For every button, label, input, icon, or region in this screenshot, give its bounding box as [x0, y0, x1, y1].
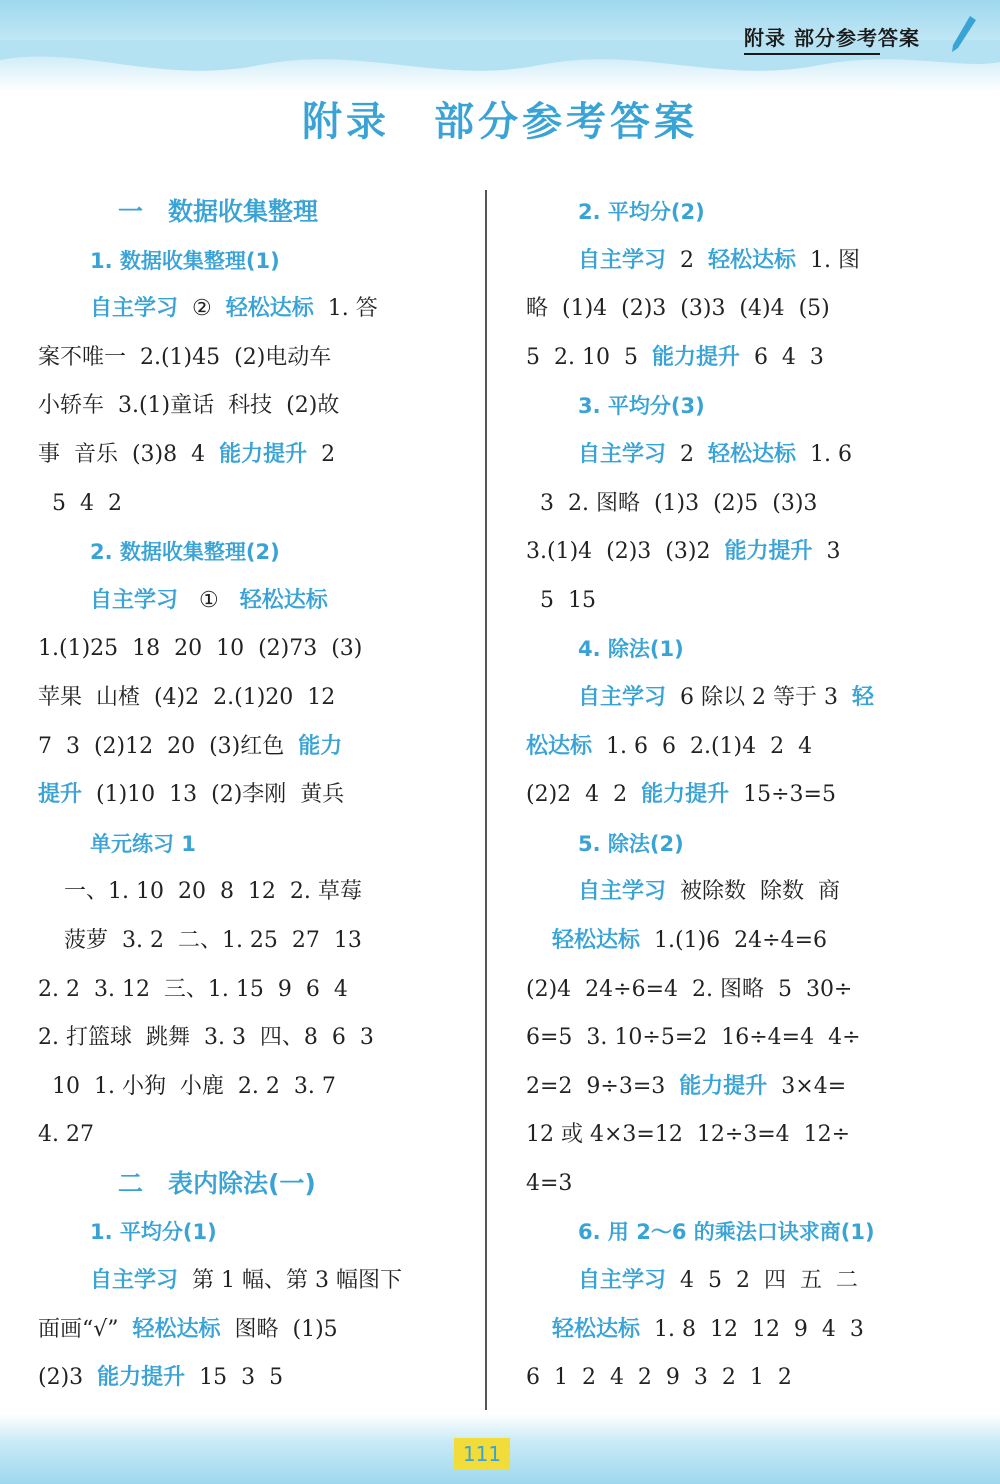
answer-line [38, 1354, 438, 1403]
lesson-title: 3. 平均分(3) [578, 394, 705, 419]
answer-text: 1. 图 [796, 247, 860, 273]
page-number: 111 [454, 1438, 510, 1470]
answer-text: 4 5 2 四 五 二 [666, 1268, 858, 1294]
lesson-title: 1. 数据收集整理(1) [90, 248, 280, 273]
section-heading-1: 一 数据收集整理 [118, 197, 319, 226]
keyword-label: 能力提升 [724, 539, 813, 565]
answer-text: 图略 (1)5 [220, 1316, 338, 1342]
answer-line [526, 431, 926, 480]
answer-line [526, 1257, 926, 1306]
page-title [0, 90, 1000, 147]
keyword-label: 自主学习 [578, 684, 667, 710]
answer-line [38, 1306, 438, 1355]
answer-text: 面画“√” [38, 1316, 133, 1342]
answer-line [526, 771, 926, 820]
answer-line: 6 1 2 4 2 9 3 2 1 2 [526, 1365, 792, 1391]
answer-text: ② [178, 296, 226, 322]
keyword-label: 自主学习 [578, 441, 667, 467]
answer-line [526, 1063, 926, 1112]
lesson-title: 1. 平均分(1) [90, 1220, 217, 1245]
keyword-label: 轻松达标 [132, 1316, 221, 1342]
answer-line [526, 237, 926, 286]
keyword-label: 轻松达标 [552, 1316, 641, 1342]
keyword-label: 轻松达标 [239, 587, 328, 613]
lesson-title: 6. 用 2～6 的乘法口诀求商(1) [578, 1220, 875, 1245]
keyword-label: 自主学习 [90, 296, 179, 322]
header-tag-text: 附录 部分参考答案 [744, 26, 920, 50]
answer-text: 2=2 9÷3=3 [526, 1073, 680, 1099]
answer-line [526, 917, 926, 966]
answer-line: 案不唯一 2.(1)45 (2)电动车 [38, 344, 332, 370]
answer-text: 1. 6 6 2.(1)4 2 4 [592, 733, 813, 759]
answer-text: 5 2. 10 5 [526, 344, 652, 370]
answer-text: ① [178, 587, 240, 613]
keyword-label: 自主学习 [578, 879, 667, 905]
keyword-label: 能力 [298, 733, 343, 759]
answer-line [526, 528, 926, 577]
answer-text: 1.(1)6 24÷4=6 [640, 927, 827, 953]
unit-practice-title: 单元练习 1 [90, 831, 196, 856]
answer-line: 苹果 山楂 (4)2 2.(1)20 12 [38, 684, 336, 710]
column-divider [485, 190, 487, 1410]
answer-line: 2. 2 3. 12 三、1. 15 9 6 4 [38, 976, 348, 1002]
answer-line: 4. 27 [38, 1122, 94, 1148]
answer-line [38, 723, 438, 772]
answer-line [38, 1257, 438, 1306]
answer-line [38, 577, 438, 626]
page-title-part2: 部分参考答案 [434, 99, 698, 145]
answer-text: 6 除以 2 等于 3 [666, 684, 852, 710]
answer-line: 5 4 2 [38, 490, 122, 516]
answer-text: (2)2 4 2 [526, 782, 642, 808]
answer-line: 1.(1)25 18 20 10 (2)73 (3) [38, 636, 363, 662]
answer-line [526, 674, 926, 723]
answer-line: 3 2. 图略 (1)3 (2)5 (3)3 [526, 490, 818, 516]
answer-line [38, 771, 438, 820]
answer-text: 事 音乐 (3)8 4 [38, 441, 220, 467]
left-column [38, 188, 438, 1403]
answer-line: 4=3 [526, 1170, 573, 1196]
answer-text: 被除数 除数 商 [666, 879, 840, 905]
pen-icon [948, 14, 978, 54]
keyword-label: 轻松达标 [708, 441, 797, 467]
answer-text: 1. 6 [796, 441, 852, 467]
answer-line [526, 1306, 926, 1355]
section-heading-2: 二 表内除法(一) [118, 1168, 316, 1198]
answer-text: 15÷3=5 [729, 782, 836, 808]
answer-text: (1)10 13 (2)李刚 黄兵 [82, 782, 345, 808]
keyword-label: 自主学习 [578, 1268, 667, 1294]
header-underline [744, 53, 880, 55]
page-title-part1: 附录 [302, 99, 390, 145]
answer-text: 3.(1)4 (2)3 (3)2 [526, 539, 725, 565]
answer-line: 12 或 4×3=12 12÷3=4 12÷ [526, 1122, 851, 1148]
keyword-label: 轻松达标 [708, 247, 797, 273]
answer-line: 5 15 [526, 587, 596, 613]
keyword-label: 能力提升 [641, 782, 730, 808]
answer-text: 2 [666, 441, 708, 467]
keyword-label: 能力提升 [651, 344, 740, 370]
right-column [526, 188, 926, 1403]
header-section-tag [744, 22, 920, 51]
answer-line [38, 431, 438, 480]
lesson-title: 2. 平均分(2) [578, 200, 705, 224]
answer-text: 1. 答 [313, 296, 378, 322]
answer-line: 一、1. 10 20 8 12 2. 草莓 [64, 879, 362, 905]
answer-text: 第 1 幅、第 3 幅图下 [178, 1268, 402, 1294]
answer-text: 15 3 5 [185, 1365, 284, 1391]
answer-line [526, 334, 926, 383]
answer-line: 6=5 3. 10÷5=2 16÷4=4 4÷ [526, 1025, 861, 1051]
keyword-label: 轻 [851, 684, 874, 710]
answer-text: 2 [666, 247, 708, 273]
keyword-label: 自主学习 [90, 1268, 179, 1294]
answer-line: 10 1. 小狗 小鹿 2. 2 3. 7 [38, 1073, 336, 1099]
lesson-title: 5. 除法(2) [578, 831, 684, 856]
answer-line: 菠萝 3. 2 二、1. 25 27 13 [64, 927, 362, 953]
answer-line: 2. 打篮球 跳舞 3. 3 四、8 6 3 [38, 1025, 374, 1051]
answer-line [38, 285, 438, 334]
answer-text: 2 [307, 441, 336, 467]
lesson-title: 4. 除法(1) [578, 637, 684, 662]
answer-text: 3 [812, 539, 841, 565]
answer-line: (2)4 24÷6=4 2. 图略 5 30÷ [526, 976, 853, 1002]
keyword-label: 轻松达标 [552, 927, 641, 953]
answer-text: 6 4 3 [739, 344, 824, 370]
keyword-label: 松达标 [526, 733, 593, 759]
keyword-label: 能力提升 [679, 1073, 768, 1099]
keyword-label: 自主学习 [578, 247, 667, 273]
keyword-label: 提升 [38, 782, 83, 808]
answer-line: 小轿车 3.(1)童话 科技 (2)故 [38, 393, 340, 419]
lesson-title: 2. 数据收集整理(2) [90, 540, 280, 565]
answer-text: 1. 8 12 12 9 4 3 [640, 1316, 864, 1342]
answer-text: 3×4= [767, 1073, 847, 1099]
answer-line [526, 723, 926, 772]
keyword-label: 能力提升 [97, 1365, 186, 1391]
answer-line: 略 (1)4 (2)3 (3)3 (4)4 (5) [526, 296, 830, 322]
answer-text: 7 3 (2)12 20 (3)红色 [38, 733, 299, 759]
answer-line [526, 868, 926, 917]
keyword-label: 自主学习 [90, 587, 179, 613]
keyword-label: 能力提升 [219, 441, 308, 467]
answer-text: (2)3 [38, 1365, 98, 1391]
keyword-label: 轻松达标 [225, 296, 314, 322]
